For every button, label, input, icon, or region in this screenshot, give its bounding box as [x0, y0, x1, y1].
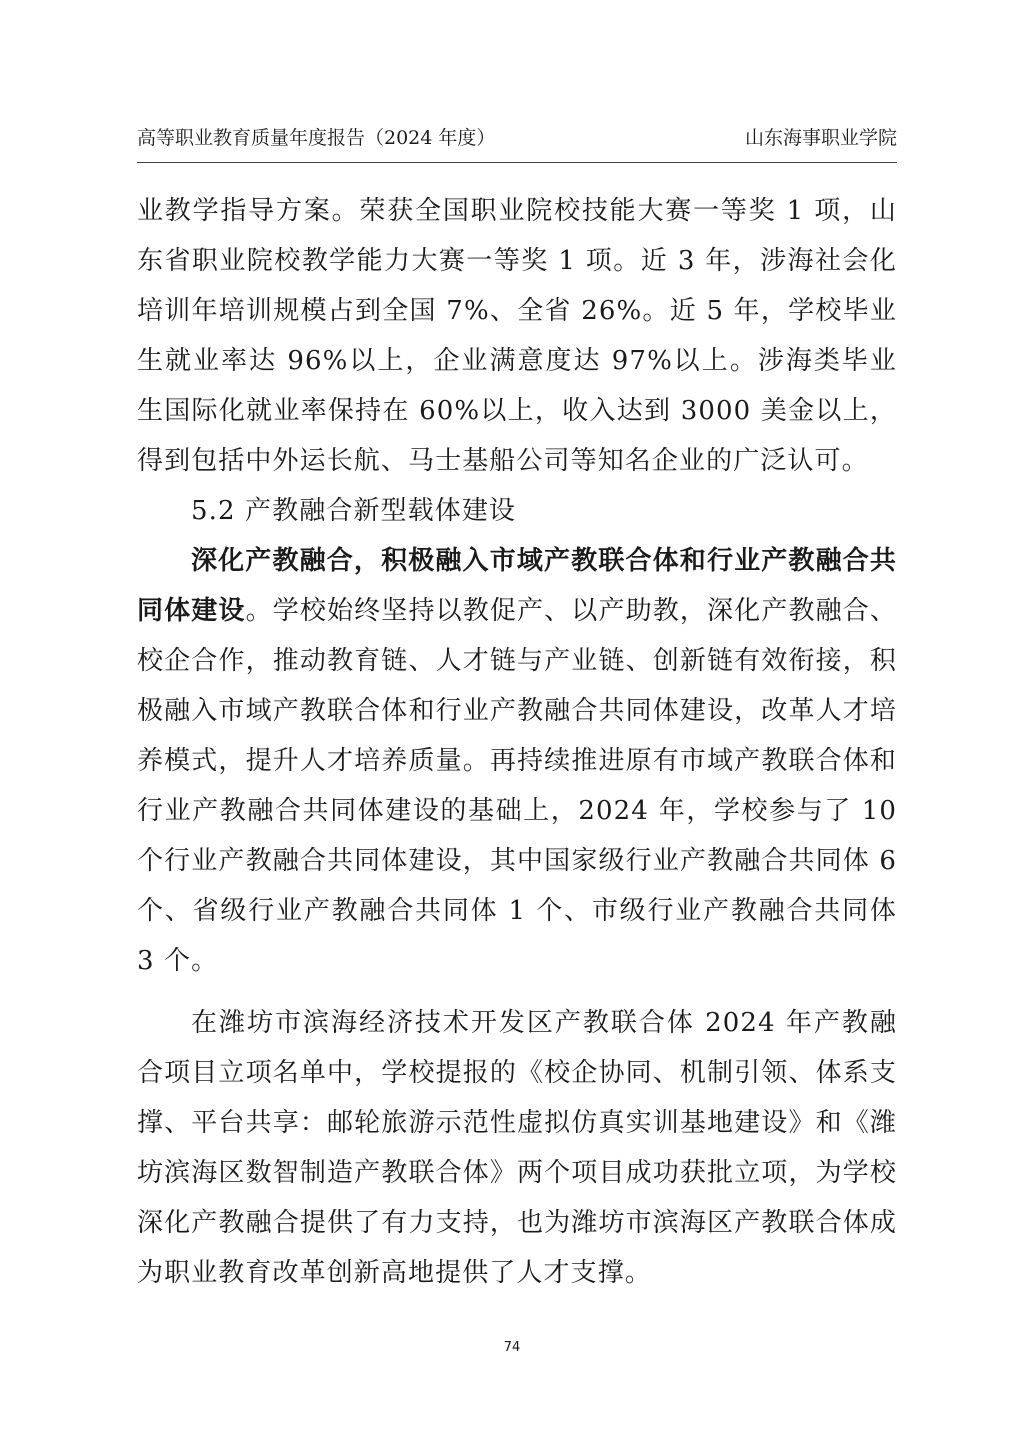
- document-body: [137, 186, 897, 1298]
- page-number: 74: [503, 1340, 521, 1355]
- page-header: [137, 122, 897, 154]
- paragraph-2-text: 。学校始终坚持以教促产、以产助教，深化产教融合、校企合作，推动教育链、人才链与产业链、创新链有效衔接，积极融入市域产教联合体和行业产教融合共同体建设，改革人才培养模式，提升人才培养质量。再持续推进原有市域产教联合体和行业产教融合共同体建设的基础上，2024 年，学校参与了 10 个行业产教融合共同体建设，其中国家级行业产教融合共同体 6 个、省级行业产教融合共同体 1 个、市级行业产教融合共同体 3 个。: [137, 596, 897, 976]
- paragraph-1: 业教学指导方案。荣获全国职业院校技能大赛一等奖 1 项，山东省职业院校教学能力大赛一等奖 1 项。近 3 年，涉海社会化培训年培训规模占到全国 7%、全省 26%。近 5 年，学校毕业生就业率达 96%以上，企业满意度达 97%以上。涉海类毕业生国际化就业率保持在 60%以上，收入达到 3000 美金以上，得到包括中外运长航、马士基船公司等知名企业的广泛认可。: [137, 196, 897, 476]
- paragraph-3: 在潍坊市滨海经济技术开发区产教联合体 2024 年产教融合项目立项名单中，学校提报的《校企协同、机制引领、体系支撑、平台共享：邮轮旅游示范性虚拟仿真实训基地建设》和《潍坊滨海区数智制造产教联合体》两个项目成功获批立项，为学校深化产教融合提供了有力支持，也为潍坊市滨海区产教联合体成为职业教育改革创新高地提供了人才支撑。: [137, 1008, 897, 1288]
- header-divider: [137, 162, 897, 163]
- institution-name: 山东海事职业学院: [744, 127, 897, 149]
- section-heading: 5.2 产教融合新型载体建设: [191, 496, 517, 526]
- paragraph-2: [137, 536, 897, 986]
- paragraph-2-lead: 深化产教融合，积极融入市域产教联合体和行业产教融合共同体建设: [137, 546, 897, 626]
- report-title: 高等职业教育质量年度报告（2024 年度）: [137, 127, 496, 149]
